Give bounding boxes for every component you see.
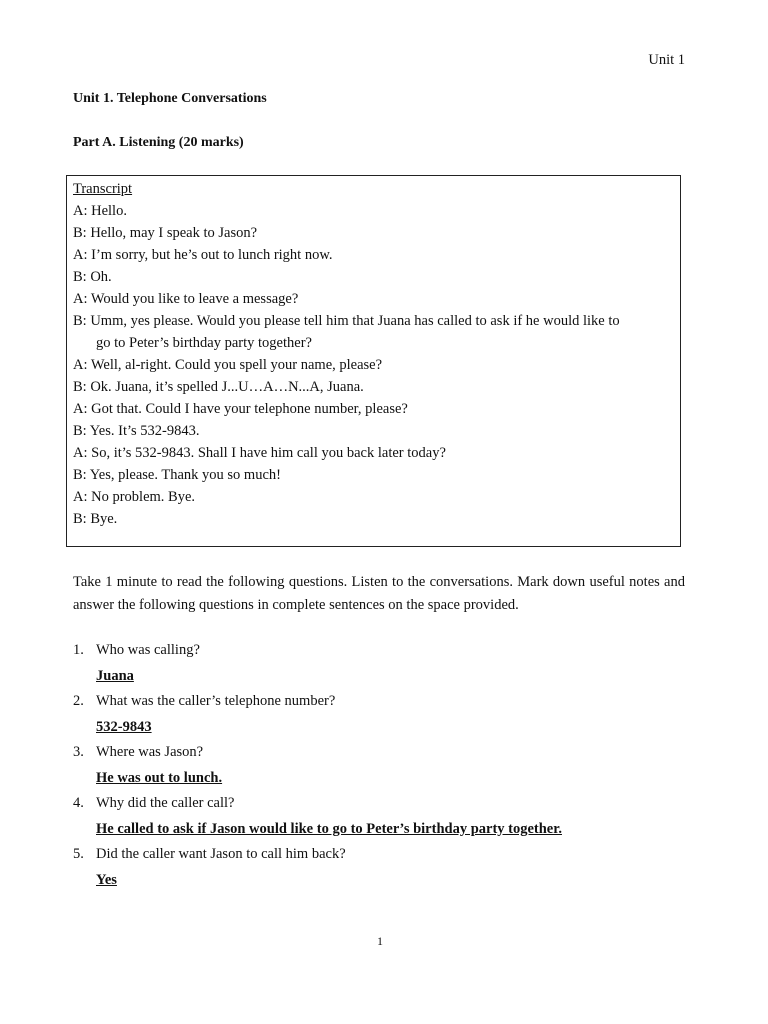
question-number: 4. bbox=[73, 795, 84, 811]
answer-text: Juana bbox=[96, 668, 134, 684]
transcript-line: A: Well, al-right. Could you spell your name, please? bbox=[73, 357, 383, 373]
question-number: 3. bbox=[73, 744, 84, 760]
transcript-line: B: Oh. bbox=[73, 269, 112, 285]
question-text: Why did the caller call? bbox=[96, 795, 235, 811]
answer-text: He called to ask if Jason would like to go to Peter’s birthday party together. bbox=[96, 821, 562, 837]
question-list bbox=[73, 638, 693, 893]
transcript-line: A: So, it’s 532-9843. Shall I have him call you back later today? bbox=[73, 445, 446, 461]
question-text: What was the caller’s telephone number? bbox=[96, 693, 336, 709]
question-number: 1. bbox=[73, 642, 84, 658]
transcript-box bbox=[66, 175, 681, 547]
unit-label: Unit 1 bbox=[648, 52, 685, 68]
question-item bbox=[73, 689, 693, 740]
transcript-line: A: Hello. bbox=[73, 203, 127, 219]
question-text: Did the caller want Jason to call him back? bbox=[96, 846, 346, 862]
page-number: 1 bbox=[377, 934, 383, 948]
instructions-paragraph: Take 1 minute to read the following questions. Listen to the conversations. Mark down useful notes and answer the following questions in complete sentences on the space provided. bbox=[73, 574, 685, 613]
transcript-line: B: Hello, may I speak to Jason? bbox=[73, 225, 258, 241]
part-title: Part A. Listening (20 marks) bbox=[73, 135, 244, 150]
transcript-line: A: Would you like to leave a message? bbox=[73, 291, 299, 307]
question-item bbox=[73, 842, 693, 893]
transcript-heading: Transcript bbox=[73, 181, 133, 197]
question-number: 5. bbox=[73, 846, 84, 862]
page-title: Unit 1. Telephone Conversations bbox=[73, 91, 267, 106]
transcript-line: A: Got that. Could I have your telephone number, please? bbox=[73, 401, 408, 417]
question-number: 2. bbox=[73, 693, 84, 709]
transcript-line: A: No problem. Bye. bbox=[73, 489, 196, 505]
question-item bbox=[73, 638, 693, 689]
answer-text: Yes bbox=[96, 872, 117, 888]
transcript-line: A: I’m sorry, but he’s out to lunch right now. bbox=[73, 247, 333, 263]
question-item bbox=[73, 740, 693, 791]
transcript-line: B: Yes, please. Thank you so much! bbox=[73, 467, 281, 483]
transcript-line: B: Umm, yes please. Would you please tell him that Juana has called to ask if he would like to bbox=[73, 313, 620, 329]
transcript-line: go to Peter’s birthday party together? bbox=[96, 335, 312, 351]
question-item bbox=[73, 791, 693, 842]
answer-text: 532-9843 bbox=[96, 719, 152, 735]
question-text: Who was calling? bbox=[96, 642, 200, 658]
transcript-line: B: Yes. It’s 532-9843. bbox=[73, 423, 200, 439]
answer-text: He was out to lunch. bbox=[96, 770, 223, 786]
transcript-line: B: Bye. bbox=[73, 511, 118, 527]
transcript-line: B: Ok. Juana, it’s spelled J...U…A…N...A, Juana. bbox=[73, 379, 364, 395]
question-text: Where was Jason? bbox=[96, 744, 204, 760]
